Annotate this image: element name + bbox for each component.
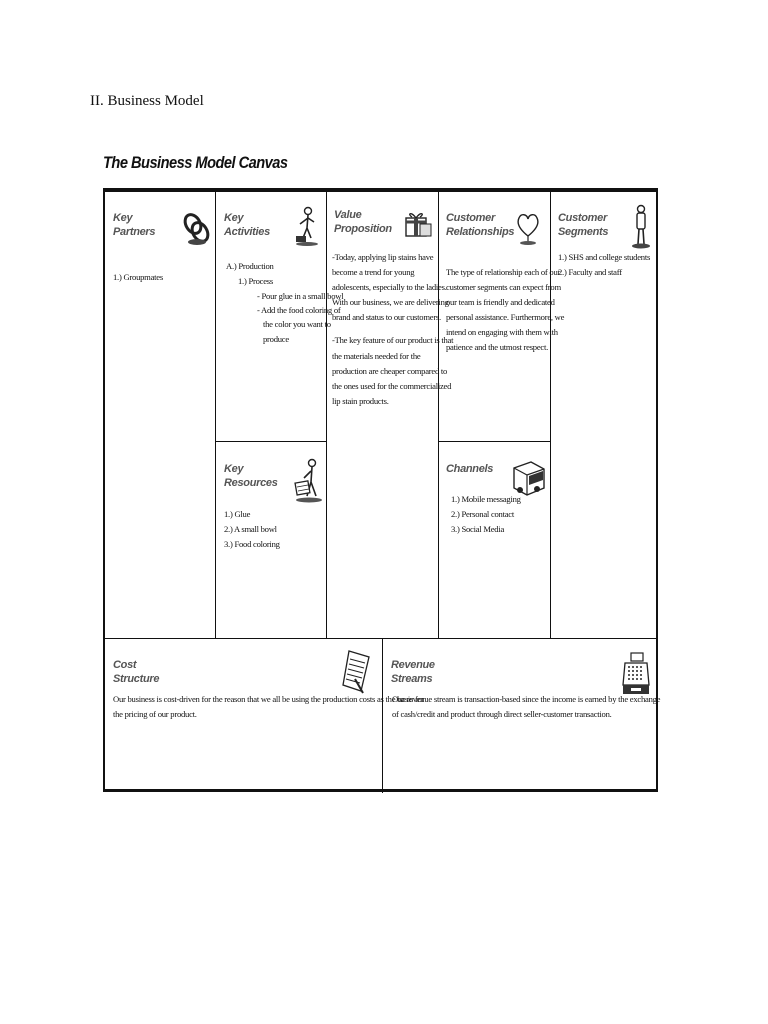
block-text-line: lip stain products. [332, 395, 389, 406]
block-text-line: 1.) Groupmates [113, 272, 163, 282]
block-text-line: The type of relationship each of our [446, 267, 561, 277]
block-title [446, 211, 514, 239]
customer-relationships-block [439, 192, 565, 441]
block-title-line: Cost [113, 659, 137, 671]
block-title-line: Revenue [391, 659, 435, 671]
block-text-line: 2.) Personal contact [451, 508, 515, 519]
block-title [391, 658, 435, 686]
block-text-line: the materials needed for the [332, 350, 421, 361]
block-text-line: the pricing of our product. [113, 708, 197, 719]
block-title-line: Customer [558, 212, 607, 224]
block-title-line: Key [224, 463, 244, 475]
worker-with-crate-icon [294, 458, 324, 504]
block-title-line: Structure [113, 673, 160, 685]
block-text-line: adolescents, especially to the ladies. [332, 282, 447, 293]
block-title [334, 208, 392, 236]
block-title-line: Key [224, 212, 244, 224]
block-title-line: Relationships [446, 226, 515, 238]
block-text-line: personal assistance. Furthermore, we [446, 312, 565, 323]
block-text-line: 1.) SHS and college students [558, 252, 651, 262]
block-text-line: become a trend for young [332, 267, 415, 278]
person-working-icon [294, 206, 320, 246]
block-title [224, 211, 270, 239]
gift-box-icon [403, 210, 433, 240]
value-proposition-block [327, 192, 454, 638]
block-text-line: production are cheaper compared to [332, 365, 448, 376]
section-heading: II. Business Model [90, 93, 204, 109]
block-title [224, 462, 278, 490]
block-title-line: Activities [224, 226, 270, 238]
block-title-line: Value [334, 209, 362, 221]
block-title-line: Key [113, 212, 133, 224]
block-title [113, 211, 155, 239]
block-text-line: customer segments can expect from [446, 282, 561, 293]
block-text-line: the color you want to [263, 319, 331, 330]
chain-link-icon [182, 212, 212, 246]
block-text-line: of cash/credit and product through direct seller-customer transaction. [392, 708, 612, 719]
customer-segments-block [551, 192, 656, 638]
block-title [446, 462, 493, 476]
block-title-line: Proposition [334, 223, 392, 235]
block-text-line: intend on engaging with them with [446, 327, 558, 338]
block-text-line: the ones used for the commercialized [332, 380, 452, 391]
block-text-line: 2.) Faculty and staff [558, 266, 622, 277]
block-title [113, 658, 159, 686]
price-tag-list-icon [341, 649, 373, 695]
channels-block [439, 442, 550, 638]
block-title-line: Segments [558, 226, 609, 238]
business-model-canvas [103, 188, 661, 792]
block-text-line: produce [263, 333, 289, 344]
person-standing-icon [631, 204, 651, 250]
block-text-line: brand and status to our customers. [332, 312, 441, 323]
block-text-line: -Today, applying lip stains have [332, 252, 434, 262]
block-title-line: Resources [224, 477, 278, 489]
block-text-line: - Add the food coloring of [257, 305, 341, 316]
block-title-line: Customer [446, 212, 495, 224]
key-partners-block [105, 192, 215, 638]
block-text-line: With our business, we are delivering [332, 297, 449, 308]
block-text-line: 2.) A small bowl [224, 523, 277, 534]
block-text-line: 1.) Process [238, 275, 273, 286]
spacer [332, 325, 453, 333]
block-title-line: Partners [113, 226, 156, 238]
block-text-line: 3.) Food coloring [224, 538, 280, 549]
block-title-line: Streams [391, 673, 433, 685]
block-text-line: our team is friendly and dedicated [446, 297, 555, 308]
block-title-line: Channels [446, 463, 494, 475]
block-text-line: -The key feature of our product is that [332, 335, 454, 346]
block-text-line: Our business is cost-driven for the reason that we all be using the production costs as the basis for [113, 694, 425, 704]
key-activities-block [216, 192, 344, 441]
canvas-title: The Business Model Canvas [103, 153, 288, 172]
block-text-line: - Pour glue in a small bowl [257, 291, 344, 301]
key-resources-block [216, 442, 326, 638]
block-text-line: 1.) Mobile messaging [451, 494, 521, 504]
block-text-line: 1.) Glue [224, 509, 251, 519]
heart-icon [516, 210, 540, 246]
block-text-line: A.) Production [226, 261, 274, 271]
revenue-streams-block [383, 639, 661, 793]
block-title [558, 211, 608, 239]
block-text-line: 3.) Social Media [451, 523, 505, 534]
block-text-line: Our revenue stream is transaction-based since the income is earned by the exchange [392, 694, 661, 704]
block-text-line: patience and the utmost respect. [446, 342, 549, 353]
